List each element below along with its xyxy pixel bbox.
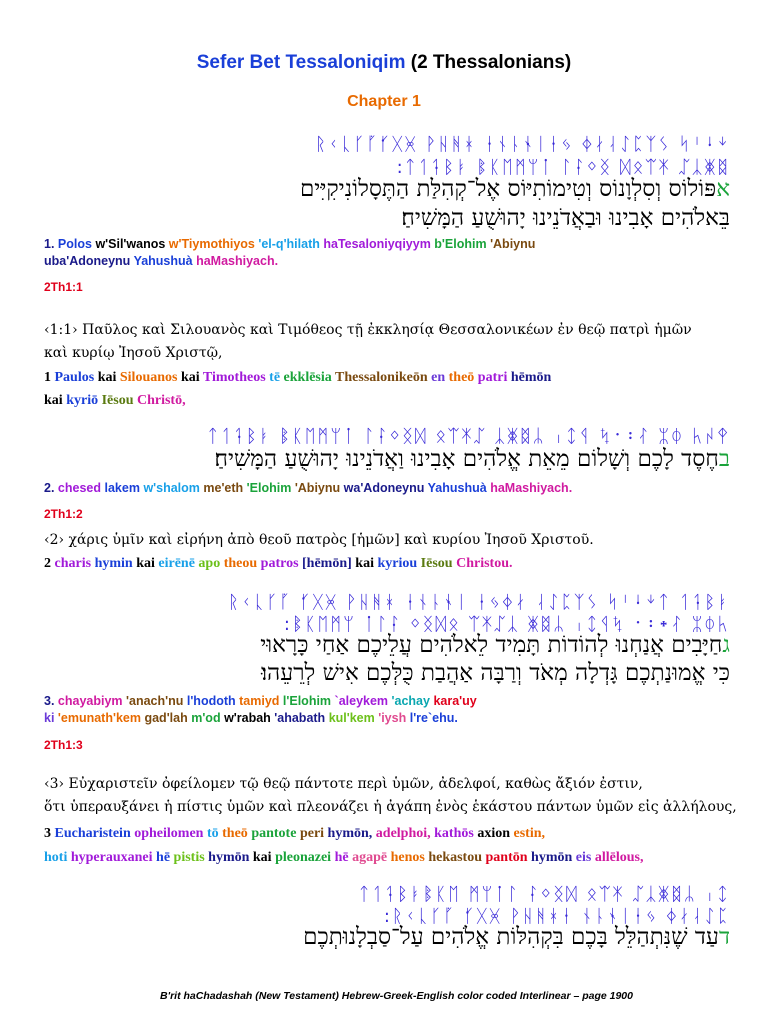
translit-word: chesed (57, 481, 102, 495)
eng-word: kai (44, 393, 63, 408)
translit-word: 'Abiynu (294, 481, 341, 495)
hebrew-text: עַד שֶׁנִּתְהַלֵּל בָּכֶם בִּקְהִלּוֹת אֱלֹהִים עַל־סַבְלָנוּתְכֶם (303, 924, 719, 950)
greek-transliteration (44, 847, 744, 868)
book-title-english: (2 Thessalonians) (410, 52, 572, 73)
translit-word: haMashiyach. (196, 254, 279, 268)
hebrew-line: כִּי אֱמוּנַתְכֶם גָּדְלָה מְאֹד וְרַבָּה אַהֲבַת כֻּלְּכֶם אִישׁ לְרֵעֵהוּ׃ (261, 660, 730, 686)
eng-word: Thessalonikeōn (335, 370, 428, 385)
verse-reference: 2Th1:2 (44, 507, 83, 521)
translit-word: w'Tiymothiyos (168, 237, 255, 251)
eng-word: eis (575, 850, 592, 865)
eng-word: tō (206, 826, 219, 841)
eng-word: ekklēsia (283, 370, 332, 385)
paleo-hebrew-line: ᛏᛐᛑᛒᛓ ᛔᛕᛖᛗᛘᛙ ᛚᛛᛜᛝᛞ ᛟᛠᛡᛢ ᛣᛤᛥᛦ ᛧᛨᛩ ᛪ᛫᛬ᛮ ᛯᛰ ᛱᛲᛳ (207, 426, 730, 447)
translit-word: 'ahabath (274, 711, 326, 725)
verse-reference: 2Th1:3 (44, 738, 83, 752)
eng-word: theou (223, 556, 258, 571)
eng-word: en (431, 370, 446, 385)
eng-word: adelphoi, (375, 826, 431, 841)
hebrew-line (40, 924, 730, 950)
greek-line: ‹2› χάρις ὑμῖν καὶ εἰρήνη ἀπὸ θεοῦ πατρὸς [ἡμῶν] καὶ κυρίου Ἰησοῦ Χριστοῦ. (44, 532, 594, 548)
eng-word: kai (252, 850, 272, 865)
verse-number: 2 (44, 556, 51, 571)
eng-word: kyriou (377, 556, 418, 571)
translit-word: Yahushuà (133, 254, 193, 268)
eng-word: hē (156, 850, 171, 865)
eng-word: pantōn (485, 850, 528, 865)
eng-word: pantote (251, 826, 297, 841)
eng-word: hymōn (208, 850, 250, 865)
eng-word: pistis (173, 850, 205, 865)
paleo-hebrew-line: ᚱᚲᚳᚴᚵᚶᚷᚸ ᚹᚺᚻᚼ ᚽᚾᚿᛀᛁᛂᛃ ᛄᛅᛆᛇᛈᛉᛊ ᛋᛌᛍᛎ (315, 134, 730, 155)
chapter-heading: Chapter 1 (347, 93, 421, 110)
verse-number: 3. (44, 694, 55, 708)
eng-word: kyriō (66, 393, 99, 408)
hebrew-line (40, 632, 730, 658)
eng-word: pleonazei (275, 850, 332, 865)
eng-word: tē (269, 370, 281, 385)
hebrew-line (40, 176, 730, 202)
eng-word: Eucharistein (54, 826, 131, 841)
eng-word: Silouanos (119, 370, 178, 385)
translit-word: Yahushuà (427, 481, 487, 495)
translit-word: l'hodoth (186, 694, 236, 708)
eng-word: hoti (44, 850, 68, 865)
eng-word: axion (477, 826, 511, 841)
verse-reference: 2Th1:1 (44, 280, 83, 294)
translit-word: haTesaloniyqiyym (323, 237, 431, 251)
verse-number: 1 (44, 370, 51, 385)
greek-transliteration (44, 553, 744, 574)
translit-word: m'od (191, 711, 221, 725)
eng-word: theō (448, 370, 475, 385)
verse-number-hebrew: א (716, 176, 730, 202)
translit-word: kara'uy (433, 694, 477, 708)
translit-word: wa'Adoneynu (343, 481, 425, 495)
eng-word: Paulos (54, 370, 95, 385)
translit-word: 'emunath'kem (57, 711, 141, 725)
eng-word: [hēmōn] (302, 556, 352, 571)
eng-word: hekastou (428, 850, 482, 865)
translit-word: uba'Adoneynu (44, 254, 131, 268)
verse-number-hebrew: ג (722, 632, 730, 658)
eng-word: Iēsou (101, 393, 134, 408)
translit-word: 'iysh (378, 711, 407, 725)
eng-word: agapē (352, 850, 388, 865)
eng-word: opheilomen (134, 826, 204, 841)
translit-word: `aleykem (334, 694, 389, 708)
transliteration (44, 480, 734, 497)
eng-word: hyperauxanei (70, 850, 153, 865)
translit-word: w'rabah (224, 711, 271, 725)
translit-word: 'Abiynu (490, 237, 536, 251)
eng-word: eirēnē (158, 556, 195, 571)
translit-word: me'eth (203, 481, 244, 495)
eng-word: kai (180, 370, 200, 385)
eng-word: allēlous, (594, 850, 644, 865)
eng-word: kai (355, 556, 374, 571)
eng-word: patros (260, 556, 299, 571)
verse-number: 3 (44, 826, 51, 841)
transliteration (44, 236, 734, 270)
translit-word: 'anach'nu (126, 694, 184, 708)
hebrew-text: חַיָּבִים אֲנַחְנוּ לְהוֹדוֹת תָּמִיד לֵאלֹהִים עֲלֵיכֶם אַחַי כָּרָאוּי (260, 632, 723, 658)
eng-word: hē (334, 850, 349, 865)
translit-word: haMashiyach. (490, 481, 573, 495)
page-footer: B'rit haChadashah (New Testament) Hebrew-Greek-English color coded Interlinear – page 1900 (160, 990, 633, 1002)
eng-word: hymōn (531, 850, 573, 865)
translit-word: b'Elohim (434, 237, 487, 251)
greek-line: ‹1:1› Παῦλος καὶ Σιλουανὸς καὶ Τιμόθεος τῇ ἐκκλησίᾳ Θεσσαλονικέων ἐν θεῷ πατρὶ ἡμῶν (44, 322, 692, 338)
hebrew-text: חֶסֶד לָכֶם וְשָׁלוֹם מֵאֵת אֱלֹהִים אָבִינוּ וַאֲדֹנֵינוּ יָהוּשֻׁעַ הַמָּשִׁיחַ׃ (214, 446, 719, 472)
translit-word: 'Elohim (246, 481, 292, 495)
verse-number: 2. (44, 481, 55, 495)
translit-word: w'shalom (143, 481, 200, 495)
paleo-hebrew-line: ᛔᛕᛖᛗᛘ ᛙᛚᛛ ᛜᛝᛞᛟ ᛠᛡᛢᛣ ᛤᛥᛦ ᛧᛨᛩᛪ ᛫᛬᛭ᛮ ᛯᛰᛱ: (283, 614, 730, 635)
paleo-hebrew-line: ᚱᚲᚳᚴᚵ ᚶᚷᚸ ᚹᚺᚻᚼᚽ ᚾᚿᛀᛁᛂᛃ ᛄᛅᛆᛇᛈ: (383, 906, 730, 927)
hebrew-line (40, 446, 730, 472)
paleo-hebrew-line: ᚱᚲᚳᚴᚵ ᚶᚷᚸ ᚹᚺᚻᚼ ᚽᚾᚿᛀᛁ ᛂᛃᛄᛅ ᛆᛇᛈᛉᛊ ᛋᛌᛍᛎᛏ ᛐᛑᛒᛓ (227, 592, 730, 613)
greek-transliteration (44, 390, 744, 411)
eng-word: peri (299, 826, 325, 841)
page-title (0, 52, 768, 74)
eng-word: Christō, (136, 393, 186, 408)
eng-word: estin, (513, 826, 546, 841)
eng-word: Iēsou (420, 556, 453, 571)
eng-word: kai (136, 556, 155, 571)
translit-word: Polos (57, 237, 92, 251)
eng-word: Timotheos (202, 370, 266, 385)
eng-word: apo (198, 556, 221, 571)
greek-line: καὶ κυρίῳ Ἰησοῦ Χριστῷ, (44, 345, 223, 361)
paleo-hebrew-line: ᛏᛐᛑᛒᛓᛔᛕᛖ ᛗᛘᛙᛚ ᛛᛜᛝᛞ ᛟᛠᛡ ᛢᛣᛤᛥᛦ ᛧᛨ (358, 884, 730, 905)
hebrew-text: פּוֹלוֹס וְסִלְוָנוֹס וְטִימוֹתִיּוֹס אֶל־קְהִלַּת הַתֶּסָלוֹנִיקִיִּים (299, 176, 717, 202)
translit-word: 'el-q'hilath (258, 237, 320, 251)
eng-word: hymin (94, 556, 133, 571)
greek-line: ‹3› Εὐχαριστεῖν ὀφείλομεν τῷ θεῷ πάντοτε περὶ ὑμῶν, ἀδελφοί, καθὼς ἄξιόν ἐστιν, (44, 776, 643, 792)
book-title: Sefer Bet Tessaloniqim (196, 52, 406, 73)
greek-line: ὅτι ὑπεραυξάνει ἡ πίστις ὑμῶν καὶ πλεονάζει ἡ ἀγάπη ἑνὸς ἑκάστου πάντων ὑμῶν εἰς ἀλλήλους, (44, 799, 737, 815)
translit-word: lakem (104, 481, 140, 495)
verse-number-hebrew: ב (718, 446, 730, 472)
eng-word: hēmōn (510, 370, 552, 385)
translit-word: chayabiym (57, 694, 123, 708)
greek-transliteration (44, 367, 744, 388)
translit-word: ki (44, 711, 55, 725)
hebrew-line: בֵּאלֹהִים אָבִינוּ וּבַאֲדֹנֵינוּ יָהוּשֻׁעַ הַמָּשִׁיחַ׃ (401, 205, 730, 231)
translit-word: w'Sil'wanos (95, 237, 166, 251)
greek-transliteration (44, 823, 744, 844)
translit-word: kul'kem (328, 711, 375, 725)
eng-word: charis (54, 556, 92, 571)
translit-word: tamiyd (239, 694, 280, 708)
eng-word: hymōn, (327, 826, 373, 841)
eng-word: kai (97, 370, 117, 385)
eng-word: Christou. (456, 556, 513, 571)
eng-word: theō (222, 826, 248, 841)
translit-word: 'achay (391, 694, 430, 708)
eng-word: kathōs (434, 826, 474, 841)
verse-number-hebrew: ד (718, 924, 730, 950)
paleo-hebrew-line: ᛏᛐᛑᛒᛓ ᛔᛕᛖᛗᛘᛙ ᛚᛛᛜᛝ ᛞᛟᛠᛡ ᛢᛣᛤᛥ: (396, 157, 730, 178)
verse-number: 1. (44, 237, 55, 251)
transliteration (44, 693, 734, 727)
eng-word: henos (390, 850, 425, 865)
translit-word: gad'lah (144, 711, 188, 725)
translit-word: l'Elohim (282, 694, 332, 708)
eng-word: patri (477, 370, 508, 385)
translit-word: l're`ehu. (409, 711, 458, 725)
